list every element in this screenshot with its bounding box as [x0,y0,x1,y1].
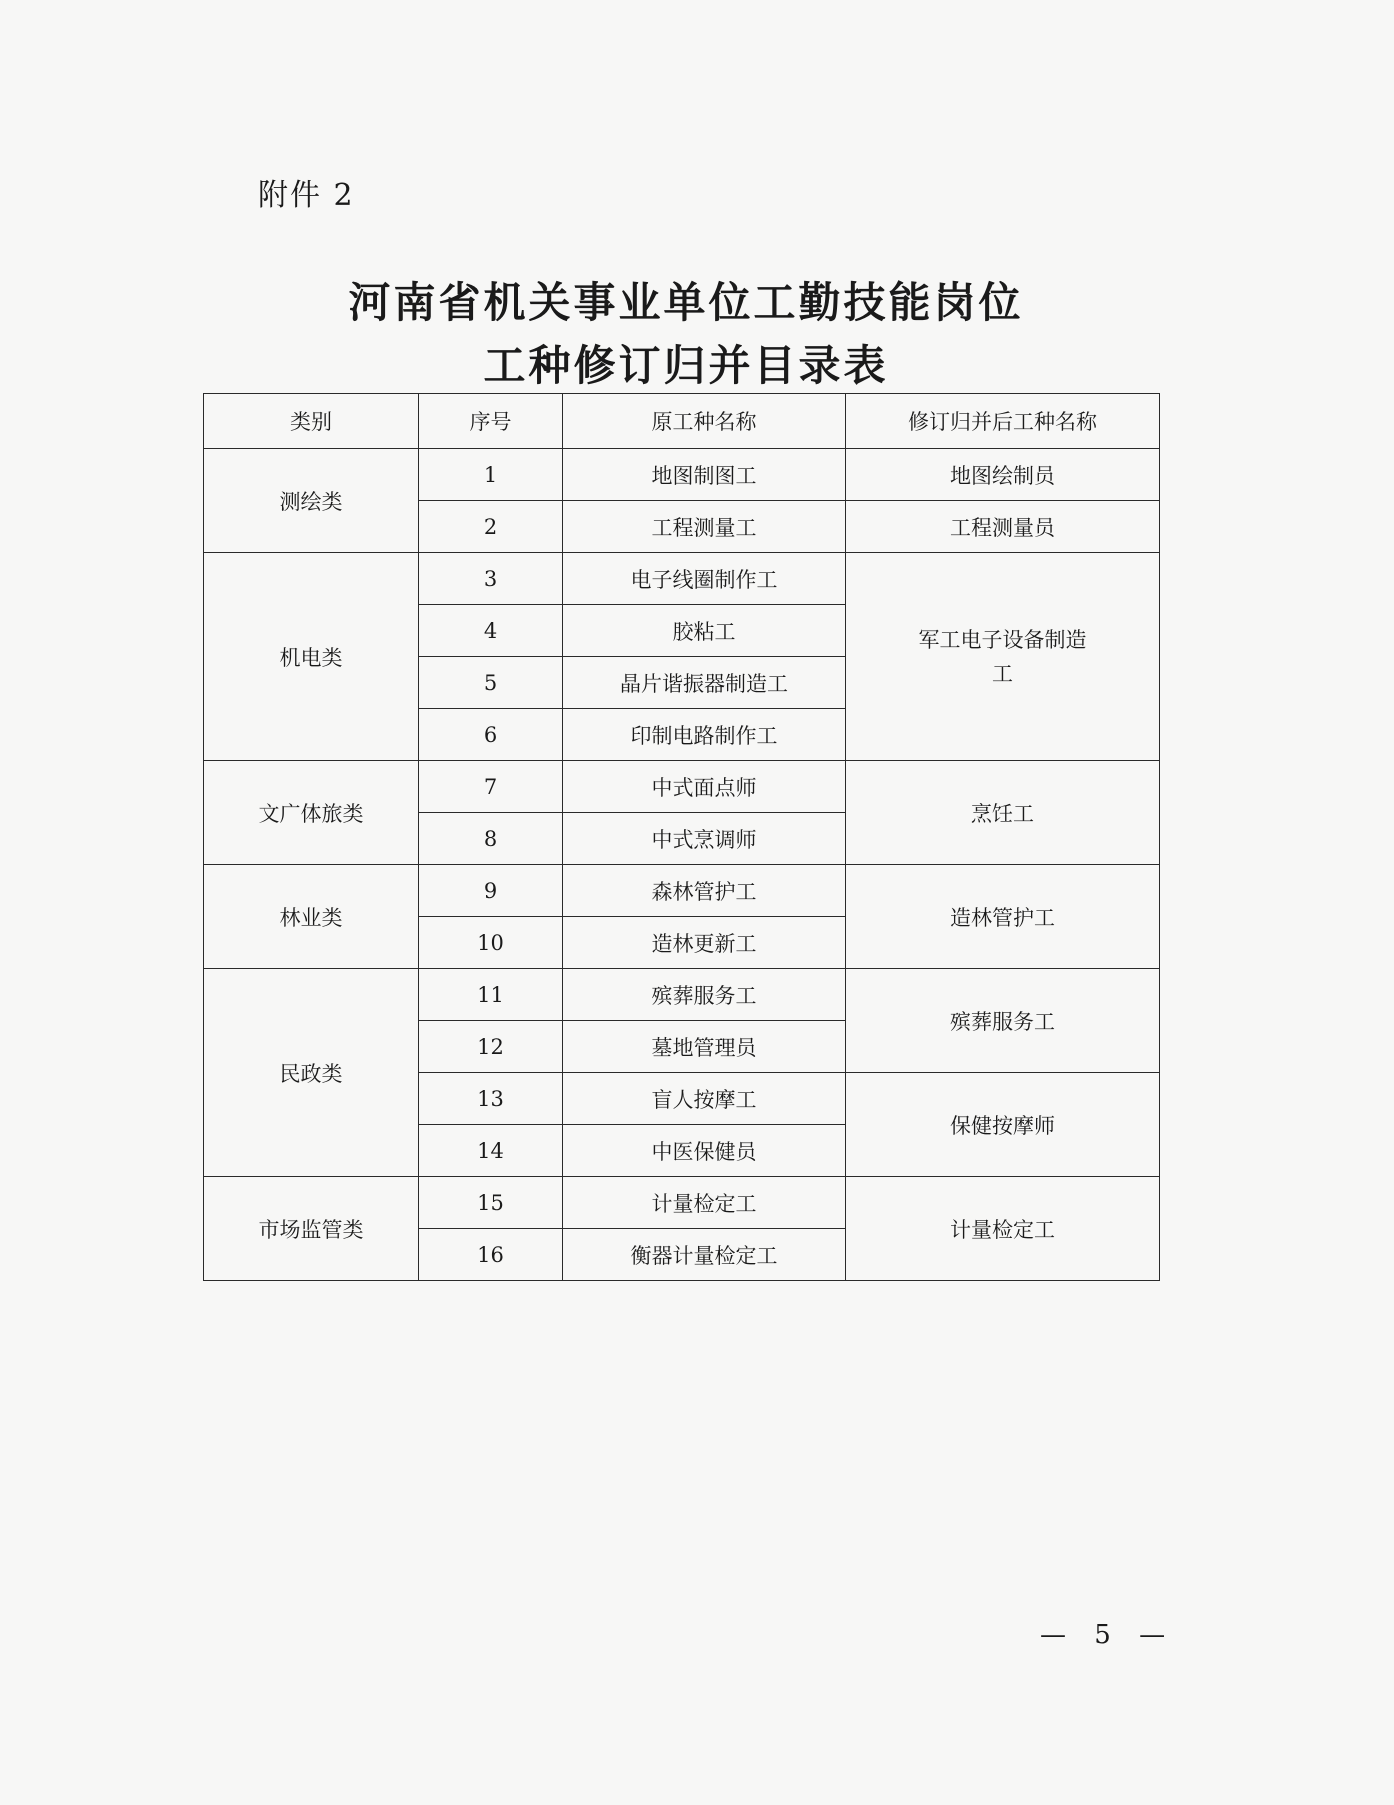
row-number: 16 [419,1229,563,1281]
original-job-name: 墓地管理员 [563,1021,846,1073]
header-number: 序号 [419,394,563,449]
original-job-name: 造林更新工 [563,917,846,969]
revised-job-name: 保健按摩师 [846,1073,1160,1177]
original-job-name: 中式面点师 [563,761,846,813]
revised-job-name [846,553,1160,761]
header-category: 类别 [204,394,419,449]
revised-job-name: 地图绘制员 [846,449,1160,501]
revised-job-name: 工程测量员 [846,501,1160,553]
original-job-name: 衡器计量检定工 [563,1229,846,1281]
row-number: 3 [419,553,563,605]
row-number: 15 [419,1177,563,1229]
row-number: 10 [419,917,563,969]
category-cell: 机电类 [204,553,419,761]
revised-job-name: 殡葬服务工 [846,969,1160,1073]
table-row [204,1177,1160,1229]
original-job-name: 殡葬服务工 [563,969,846,1021]
header-revised-name: 修订归并后工种名称 [846,394,1160,449]
category-cell: 文广体旅类 [204,761,419,865]
row-number: 7 [419,761,563,813]
original-job-name: 印制电路制作工 [563,709,846,761]
original-job-name: 森林管护工 [563,865,846,917]
table-row [204,449,1160,501]
revised-job-name-text: 军工电子设备制造工 [918,627,1087,686]
row-number: 8 [419,813,563,865]
attachment-label: 附件 2 [258,178,355,213]
row-number: 1 [419,449,563,501]
row-number: 12 [419,1021,563,1073]
revised-job-name: 烹饪工 [846,761,1160,865]
original-job-name: 晶片谐振器制造工 [563,657,846,709]
category-cell: 林业类 [204,865,419,969]
revised-job-name: 计量检定工 [846,1177,1160,1281]
category-cell: 民政类 [204,969,419,1177]
row-number: 9 [419,865,563,917]
row-number: 11 [419,969,563,1021]
row-number: 14 [419,1125,563,1177]
table-row [204,761,1160,813]
category-cell: 测绘类 [204,449,419,553]
category-cell: 市场监管类 [204,1177,419,1281]
row-number: 13 [419,1073,563,1125]
original-job-name: 中式烹调师 [563,813,846,865]
original-job-name: 中医保健员 [563,1125,846,1177]
job-catalog-table [203,393,1160,1281]
page-number: — 5 — [1040,1620,1176,1650]
row-number: 2 [419,501,563,553]
table-row [204,553,1160,605]
header-original-name: 原工种名称 [563,394,846,449]
revised-job-name: 造林管护工 [846,865,1160,969]
table-row [204,865,1160,917]
row-number: 5 [419,657,563,709]
row-number: 6 [419,709,563,761]
original-job-name: 胶粘工 [563,605,846,657]
document-title-line2: 工种修订归并目录表 [483,341,889,390]
original-job-name: 盲人按摩工 [563,1073,846,1125]
original-job-name: 地图制图工 [563,449,846,501]
original-job-name: 工程测量工 [563,501,846,553]
original-job-name: 计量检定工 [563,1177,846,1229]
original-job-name: 电子线圈制作工 [563,553,846,605]
document-title-line1: 河南省机关事业单位工勤技能岗位 [348,278,1024,327]
table-header-row [204,394,1160,449]
row-number: 4 [419,605,563,657]
table-row [204,969,1160,1021]
